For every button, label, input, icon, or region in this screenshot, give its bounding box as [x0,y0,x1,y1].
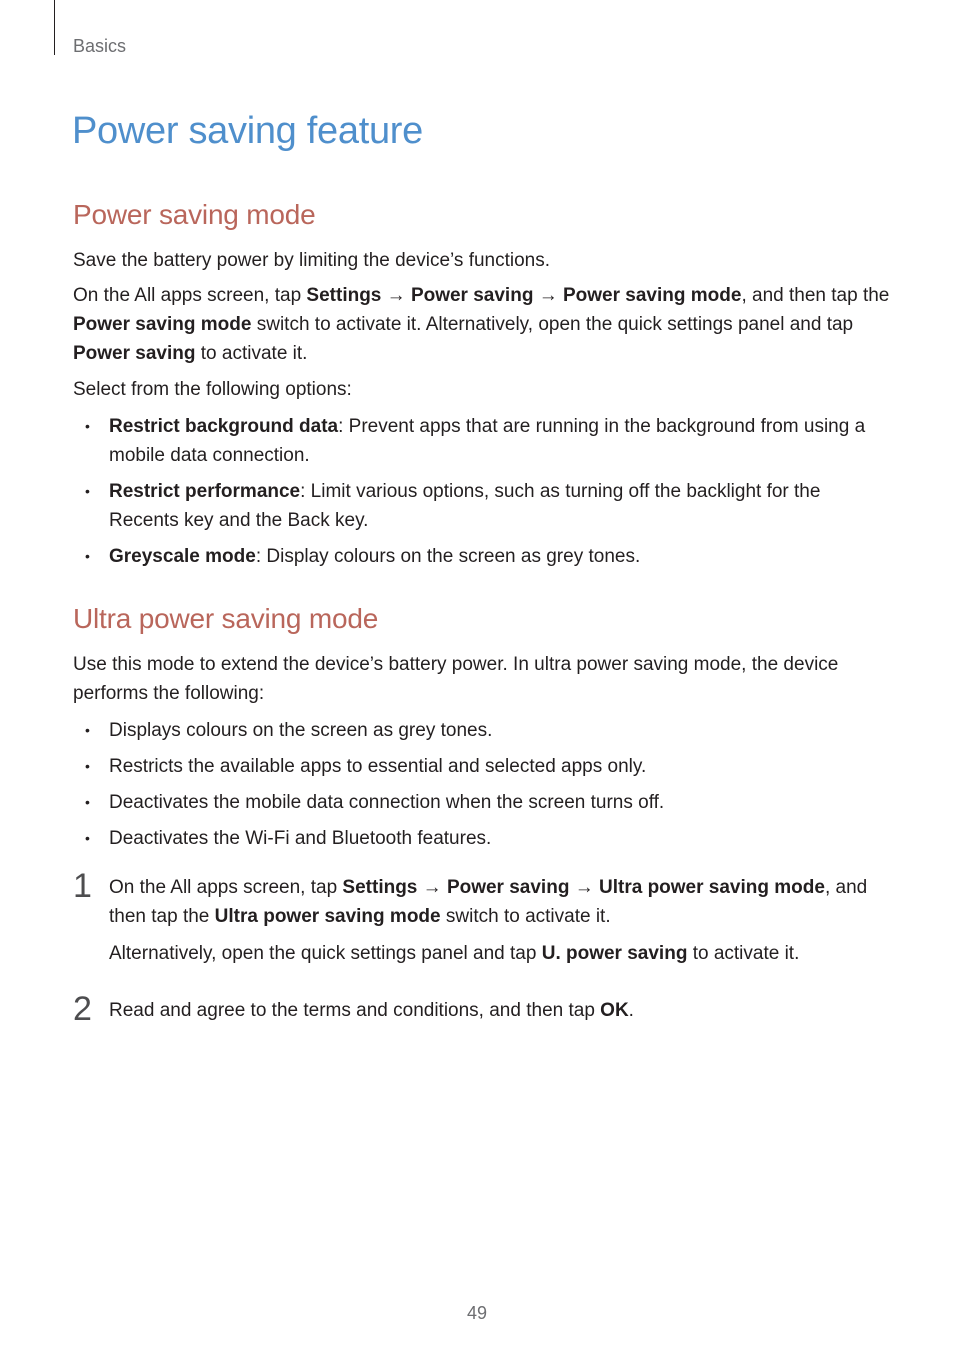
options-intro: Select from the following options: [73,379,352,400]
bullet-icon: • [85,722,90,738]
ultra-power-saving-mode-heading: Ultra power saving mode [73,603,379,634]
list-item: • Restricts the available apps to essential and selected apps only. [73,752,893,781]
page-number: 49 [466,1303,488,1323]
list-item: • Deactivates the Wi-Fi and Bluetooth features. [73,824,893,853]
section-label: Basics [73,36,127,56]
margin-rule [54,0,55,55]
upsm-intro: Use this mode to extend the device’s battery power. In ultra power saving mode, the device performs the following: [73,654,839,704]
step-number: 2 [73,990,92,1028]
bullet-icon: • [85,548,90,564]
list-item: • Restrict background data: Prevent apps that are running in the background from using a mobile data connection. [73,412,893,470]
bullet-icon: • [85,794,90,810]
step-2-text: Read and agree to the terms and conditions, and then tap OK. [109,1000,634,1021]
step-2 [73,990,893,1028]
page-title: Power saving feature [72,110,423,152]
list-item: • Greyscale mode: Display colours on the screen as grey tones. [73,542,893,571]
bullet-icon: • [85,483,90,499]
list-item: • Restrict performance: Limit various options, such as turning off the backlight for the Recents key and the Back key. [73,477,893,535]
step-1-alternative: Alternatively, open the quick settings panel and tap U. power saving to activate it. [109,943,800,964]
step-number: 1 [73,867,92,905]
step-1 [73,867,893,968]
psm-instructions: On the All apps screen, tap Settings → Power saving → Power saving mode, and then tap the Power saving mode switch to activate it. Alternatively, open the quick settings panel and tap Power saving to activate it. [73,285,890,364]
upsm-features-list [73,716,893,853]
step-1-text: On the All apps screen, tap Settings → Power saving → Ultra power saving mode, and then tap the Ultra power saving mode switch to activate it. [109,877,868,927]
list-item: • Displays colours on the screen as grey tones. [73,716,893,745]
power-saving-mode-heading: Power saving mode [73,199,316,230]
bullet-icon: • [85,418,90,434]
bullet-icon: • [85,758,90,774]
list-item: • Deactivates the mobile data connection when the screen turns off. [73,788,893,817]
bullet-icon: • [85,830,90,846]
psm-intro: Save the battery power by limiting the device’s functions. [73,250,551,271]
psm-options-list [73,412,893,571]
